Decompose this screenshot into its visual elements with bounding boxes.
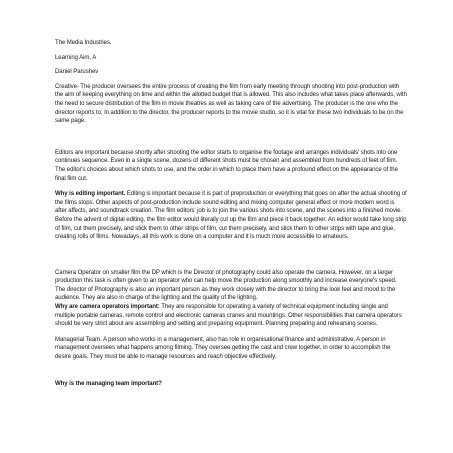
- why-camera-paragraph: [55, 303, 407, 329]
- document-body: [55, 39, 407, 388]
- document-title: The Media Industries.: [55, 40, 112, 46]
- camera-operator-paragraph: Camera Operator on smaller film the DP which is the Director of photography could also operate the camera. However, on a larger production this task is often given to an operator who can help move the production along smoothly and increase everyone's speed. The director of Photography is also an important person as they work closely with the director to bring the look feel and mood to the audience. They are also in charge of the lighting and the quality of the lighting.: [55, 269, 397, 302]
- creative-paragraph: Creative- The producer oversees the entire process of creating the film from early meeting through shooting into post-production with the aim of keeping everything on time and within the allotted budget that is allowed. This also includes what takes place afterwards, with the need to secure distribution of the film in movie theatres as well as taking care of the advertising. The producer is the one who the director reports to. In addition to the director, the producer reports to the movie studio, so it is vital for these two individuals to be on the same page.: [55, 83, 407, 125]
- managerial-team-paragraph: Managerial Team. A person who works in a management, also has role in organisational finance and administrative. A person in management oversees what happens among filming. They oversee getting the cast and crew together, in order to accomplish the desire goals. They must be able to manage resources and reach objective effectively.: [55, 336, 391, 361]
- why-editing-heading: Why is editing important.: [55, 191, 126, 198]
- editors-paragraph: Editors are important because shortly after shooting the editor starts to organise the footage and arranges individuals' shots into one continues sequence. Even in a single scene, dozens of different shots must be chosen and assembled from hundreds of feet of film. The editor's choices about which shots to use, and the order in which to place them have a profound effect on the appearance of the final film cut.: [55, 149, 398, 182]
- author-name: Daniel Parushev: [55, 69, 99, 76]
- why-managing-heading: Why is the managing team important?: [55, 380, 162, 387]
- why-camera-heading: Why are camera operators important:: [55, 304, 160, 311]
- why-camera-text: They are responsible for operating a variety of technical equipment including single and multiple portable cameras, remote control and electronic cameras cranes and mountings. Other responsibilities that camera operators should be very strict about are assembling and setting and preparing equipment. Planning preparing and rehearsing scenes.: [55, 304, 402, 328]
- learning-aim: Learning Aim, A: [55, 54, 97, 61]
- why-editing-paragraph: [55, 190, 407, 242]
- why-editing-text: Editing is important because it is part of preproduction or everything that goes on after the actual shooting of the films stops. Other aspects of post-production include sound editing and mixing computer general effect or more modern word is after affects, and soundtrack creation. The film editors' job is to join the various shots into scene, and the scenes into a finished movie. Before the advent of digital editing, the film editor would literally cut up the film and piece it back together. An editor would take long strip of film, cut them precisely, and stick them to other strips of film, cut them precisely, and stick them to other strips with tape and glue, creating rolls of films. Nowadays, all this work is done on a computer and it is much more accessible to amateurs.: [55, 191, 407, 241]
